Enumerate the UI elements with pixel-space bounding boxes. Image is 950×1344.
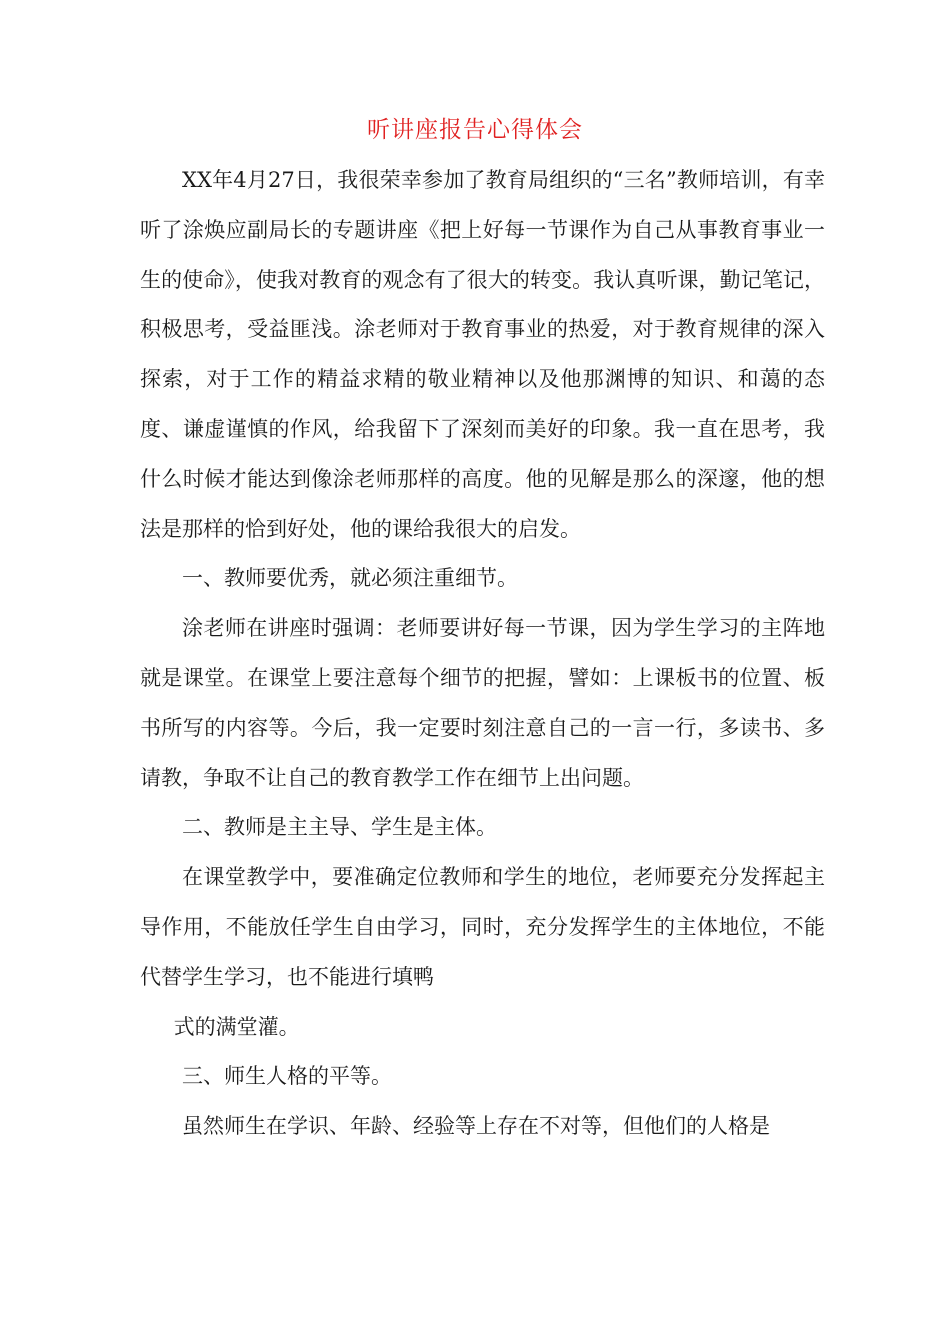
paragraph-section-1: 涂老师在讲座时强调：老师要讲好每一节课，因为学生学习的主阵地就是课堂。在课堂上要注意每个细节的把握，譬如：上课板书的位置、板书所写的内容等。今后，我一定要时刻注意自己的一言一行，多读书、多请教，争取不让自己的教育教学工作在细节上出问题。 (140, 616, 825, 790)
heading-section-1: 一、教师要优秀，就必须注重细节。 (182, 566, 518, 591)
paragraph-intro: XX年4月27日，我很荣幸参加了教育局组织的“三名”教师培训，有幸听了涂焕应副局长的专题讲座《把上好每一节课作为自己从事教育事业一生的使命》，使我对教育的观念有了很大的转变。我认真听课，勤记笔记，积极思考，受益匪浅。涂老师对于教育事业的热爱，对于教育规律的深入探索，对于工作的精益求精的敬业精神以及他那渊博的知识、和蔼的态度、谦虚谨慎的作风，给我留下了深刻而美好的印象。我一直在思考，我什么时候才能达到像涂老师那样的高度。他的见解是那么的深邃，他的想法是那样的恰到好处，他的课给我很大的启发。 (140, 168, 825, 541)
document-body (140, 156, 825, 1152)
paragraph-section-2-continued: 式的满堂灌。 (173, 1014, 300, 1039)
paragraph-section-2: 在课堂教学中，要准确定位教师和学生的地位，老师要充分发挥起主导作用，不能放任学生自由学习，同时，充分发挥学生的主体地位，不能代替学生学习，也不能进行填鸭 (140, 865, 825, 989)
heading-section-2: 二、教师是主主导、学生是主体。 (182, 815, 497, 840)
document-title: 听讲座报告心得体会 (367, 117, 583, 143)
heading-section-3: 三、师生人格的平等。 (182, 1064, 392, 1089)
paragraph-section-3: 虽然师生在学识、年龄、经验等上存在不对等，但他们的人格是 (182, 1114, 770, 1139)
